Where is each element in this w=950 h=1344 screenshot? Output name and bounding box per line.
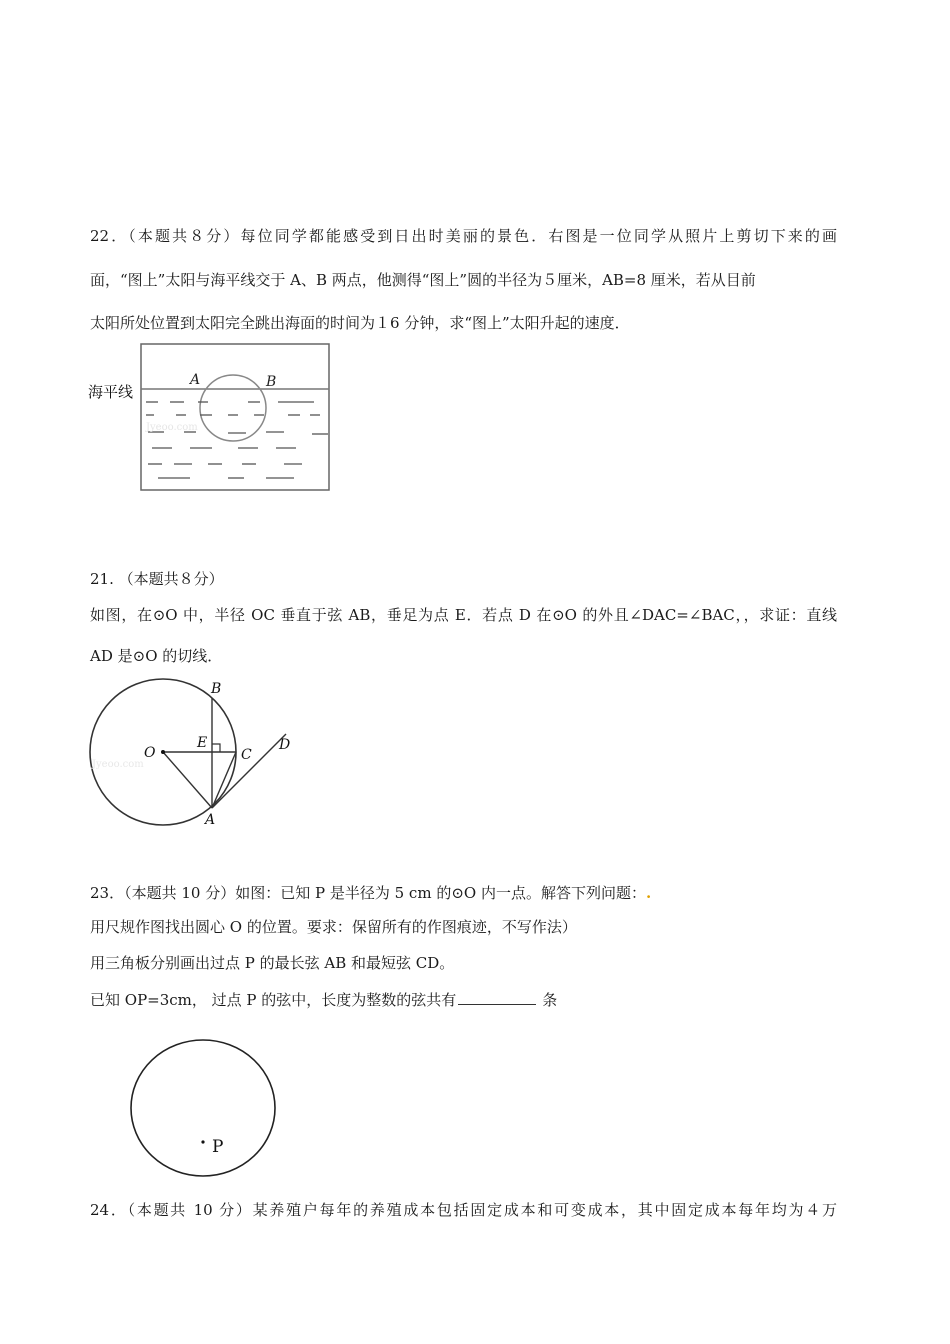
sea-level-label: 海平线 xyxy=(88,383,134,401)
answer-blank[interactable] xyxy=(458,990,536,1005)
sunrise-diagram xyxy=(88,340,338,495)
point-p-dot xyxy=(201,1140,204,1143)
q23-line-4-text: 已知 OP=3cm， 过点 P 的弦中，长度为整数的弦共有 xyxy=(90,991,457,1009)
point-a-label: A xyxy=(190,372,201,388)
q23-line-1 xyxy=(90,883,850,903)
circle-with-p xyxy=(131,1040,275,1176)
circle-p-diagram xyxy=(128,1038,280,1180)
watermark: Jyeoo.com xyxy=(146,422,198,433)
label-b: B xyxy=(211,681,222,697)
label-p: P xyxy=(212,1137,224,1157)
q22-line-3: 太阳所处位置到太阳完全跳出海面的时间为１6 分钟，求“图上”太阳升起的速度． xyxy=(90,314,630,332)
q23-line-1-text: 23．（本题共 10 分）如图：已知 P 是半径为 5 cm 的⊙O 内一点。解答下列问题： xyxy=(90,884,646,902)
segment-oa xyxy=(163,752,212,808)
q23-line-4-unit: 条 xyxy=(542,991,558,1009)
label-d: D xyxy=(279,737,291,753)
q21-line-2: 如图，在⊙O 中，半径 OC 垂直于弦 AB，垂足为点 E．若点 D 在⊙O 的外且∠DAC=∠BAC，，求证：直线 xyxy=(90,606,837,624)
right-angle-mark xyxy=(212,744,220,752)
line-ad xyxy=(212,734,286,808)
label-a: A xyxy=(205,812,216,828)
label-e: E xyxy=(197,735,208,751)
segment-ac xyxy=(212,752,236,808)
center-dot xyxy=(161,750,165,754)
q23-line-4 xyxy=(90,990,850,1010)
q21-line-3: AD 是⊙O 的切线． xyxy=(90,647,223,665)
circle-tangent-diagram xyxy=(84,676,304,836)
circle-p-figure xyxy=(128,1038,280,1184)
q24-line-1: 24．（本题共 10 分）某养殖户每年的养殖成本包括固定成本和可变成本，其中固定成本每年均为４万 xyxy=(90,1201,837,1219)
q21-line-1: 21. （本题共８分） xyxy=(90,570,224,588)
orange-dot: . xyxy=(645,884,652,902)
circle-tangent-figure xyxy=(84,676,304,840)
q23-line-2: 用尺规作图找出圆心 O 的位置。要求：保留所有的作图痕迹，不写作法） xyxy=(90,918,577,936)
q22-line-2: 面，“图上”太阳与海平线交于 A、B 两点，他测得“图上”圆的半径为５厘米，AB=8 厘米，若从目前 xyxy=(90,271,756,289)
q23-line-3: 用三角板分别画出过点 P 的最长弦 AB 和最短弦 CD。 xyxy=(90,954,455,972)
q22-line-1: 22．（本题共８分）每位同学都能感受到日出时美丽的景色．右图是一位同学从照片上剪切下来的画 xyxy=(90,227,837,245)
point-b-label: B xyxy=(266,374,277,390)
label-o: O xyxy=(144,745,156,761)
picture-frame xyxy=(141,344,329,490)
sunrise-figure xyxy=(88,340,338,499)
label-c: C xyxy=(241,747,252,763)
watermark: Jyeoo.com xyxy=(92,759,144,770)
